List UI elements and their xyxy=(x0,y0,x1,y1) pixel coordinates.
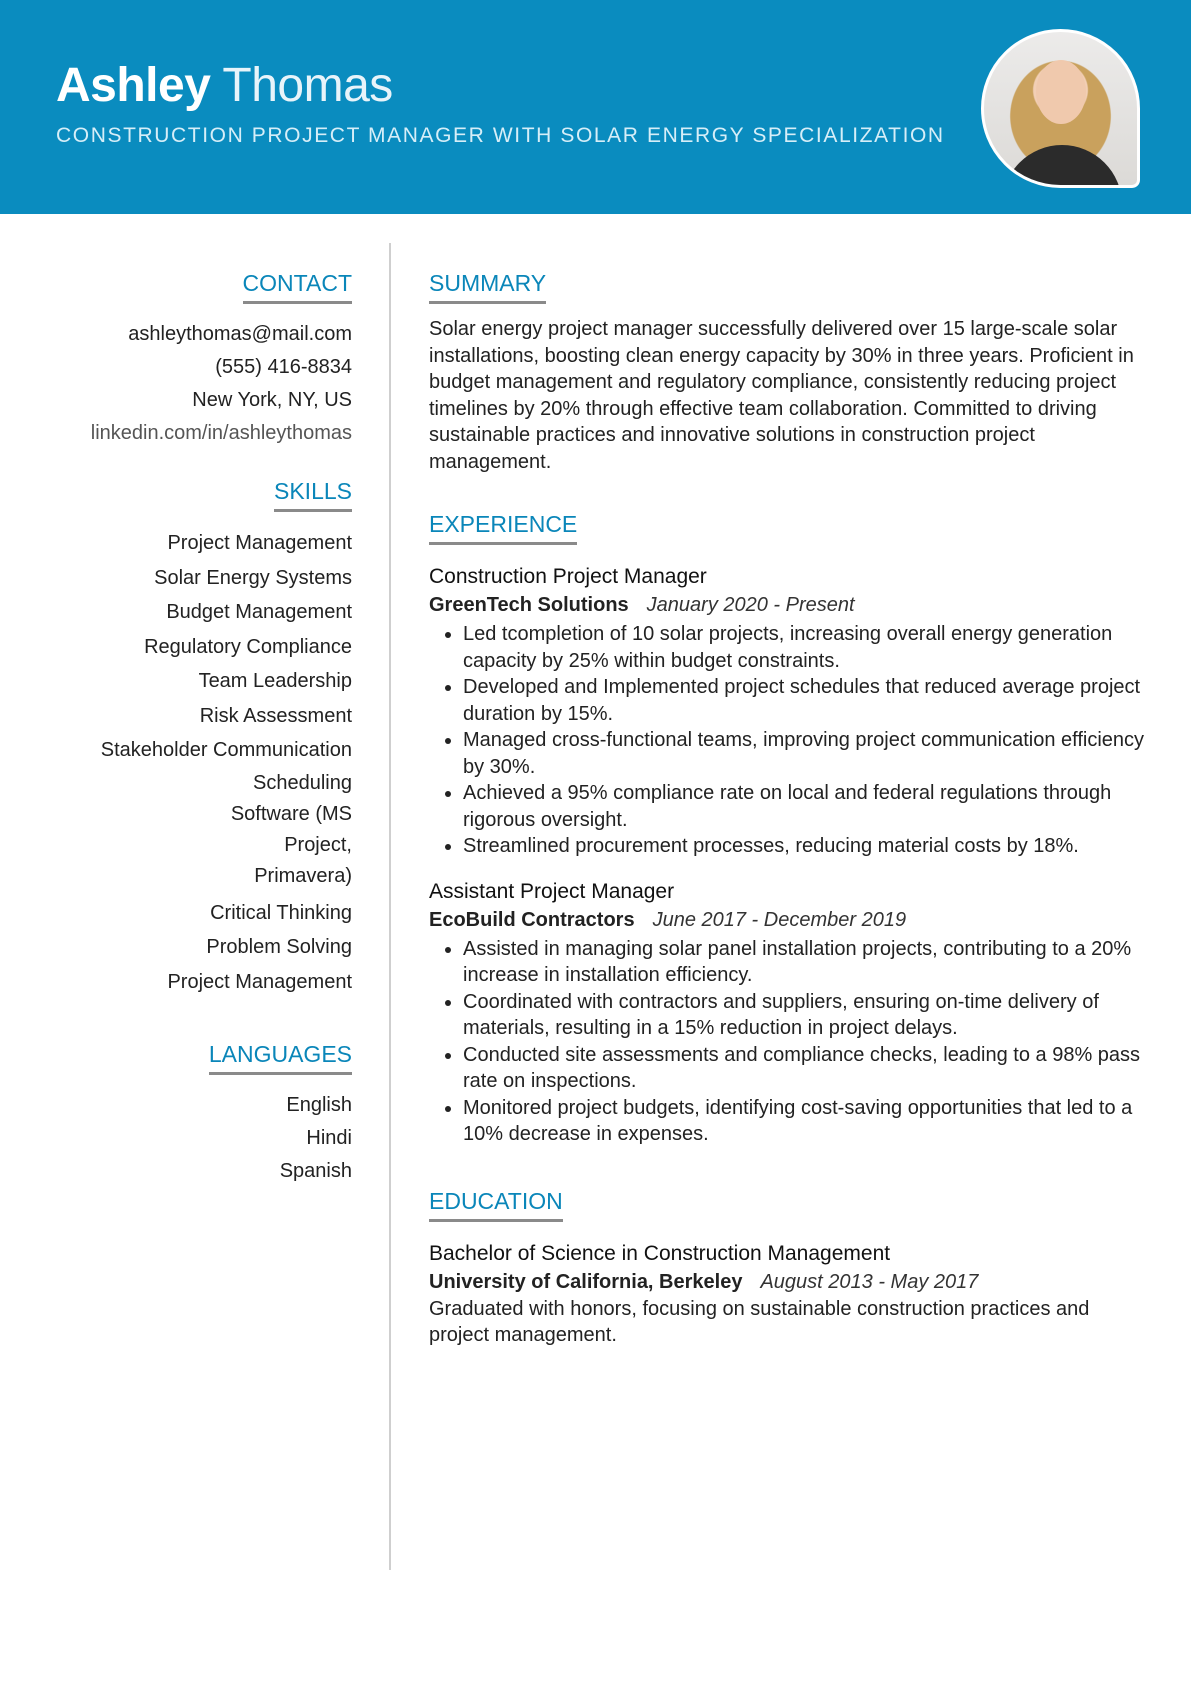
summary-text: Solar energy project manager successfully delivered over 15 large-scale solar installations, boosting clean energy capacity by 30% in three years. Proficient in budget management and regulatory compliance, consistently reducing project timelines by 20% through effective team collaboration. Committed to driving sustainable practices and innovative solutions in construction project management. xyxy=(429,318,1134,473)
job-bullets xyxy=(429,621,1145,860)
job-tagline: CONSTRUCTION PROJECT MANAGER WITH SOLAR ENERGY SPECIALIZATION xyxy=(56,124,945,147)
education-dates: August 2013 - May 2017 xyxy=(760,1270,979,1293)
bullet-item: • Achieved a 95% compliance rate on local and federal regulations through rigorous oversight. xyxy=(463,780,1145,833)
experience-heading: EXPERIENCE xyxy=(429,509,577,545)
contact-section xyxy=(40,268,352,450)
contact-phone: (555) 416-8834 xyxy=(215,356,352,378)
bullet-item: • Developed and Implemented project schedules that reduced average project duration by 15%. xyxy=(463,674,1145,727)
degree-title: Bachelor of Science in Construction Management xyxy=(429,1241,891,1265)
bullet-item: • Assisted in managing solar panel installation projects, contributing to a 20% increase in installation efficiency. xyxy=(463,936,1145,989)
languages-heading: LANGUAGES xyxy=(209,1039,352,1075)
contact-email[interactable]: ashleythomas@mail.com xyxy=(128,323,352,345)
skills-section xyxy=(40,476,352,999)
first-name: Ashley xyxy=(56,59,211,112)
education-heading: EDUCATION xyxy=(429,1186,563,1222)
right-column xyxy=(429,268,1145,1349)
languages-section xyxy=(40,1039,352,1188)
contact-list xyxy=(40,318,352,450)
job-bullets xyxy=(429,936,1145,1148)
skill-item: Scheduling Software (MS Project, Primavera) xyxy=(230,771,352,887)
bullet-item: • Led tcompletion of 10 solar projects, increasing overall energy generation capacity by 25% within budget constraints. xyxy=(463,621,1145,674)
skill-item: Risk Assessment xyxy=(199,704,352,727)
contact-heading: CONTACT xyxy=(243,268,352,304)
profile-photo xyxy=(981,29,1140,188)
contact-location: New York, NY, US xyxy=(192,389,352,411)
skill-item: Project Management xyxy=(167,970,352,993)
education-meta xyxy=(429,1268,1145,1296)
summary-section xyxy=(429,268,1145,475)
education-description: Graduated with honors, focusing on sustainable construction practices and project management. xyxy=(429,1297,1090,1346)
skill-item: Budget Management xyxy=(166,601,352,623)
bullet-item: • Streamlined procurement processes, reducing material costs by 18%. xyxy=(463,833,1145,860)
languages-list xyxy=(40,1089,352,1188)
language-item: Hindi xyxy=(306,1127,352,1149)
last-name: Thomas xyxy=(222,59,393,112)
experience-section xyxy=(429,509,1145,1148)
skills-list xyxy=(40,526,352,999)
skill-item: Project Management xyxy=(167,532,352,554)
education-section xyxy=(429,1186,1145,1349)
contact-linkedin[interactable]: linkedin.com/in/ashleythomas xyxy=(90,422,352,444)
language-item: English xyxy=(286,1094,352,1116)
job-entry xyxy=(429,563,1145,860)
company-name: EcoBuild Contractors xyxy=(429,908,635,931)
job-meta xyxy=(429,906,1145,934)
header-banner xyxy=(0,0,1191,214)
skill-item: Team Leadership xyxy=(198,670,352,692)
language-item: Spanish xyxy=(279,1160,352,1182)
bullet-item: • Coordinated with contractors and suppliers, ensuring on-time delivery of materials, resulting in a 15% reduction in project delays. xyxy=(463,989,1145,1042)
left-column xyxy=(40,268,352,1214)
skill-item: Stakeholder Communication xyxy=(100,739,352,761)
summary-heading: SUMMARY xyxy=(429,268,546,304)
skills-heading: SKILLS xyxy=(274,476,352,512)
job-title: Construction Project Manager xyxy=(429,565,707,588)
shoulders-shape xyxy=(1002,145,1122,188)
skill-item: Regulatory Compliance xyxy=(144,635,352,658)
bullet-item: • Conducted site assessments and compliance checks, leading to a 98% pass rate on inspections. xyxy=(463,1042,1145,1095)
school-name: University of California, Berkeley xyxy=(429,1270,743,1293)
bullet-item: • Monitored project budgets, identifying cost-saving opportunities that led to a 10% decrease in expenses. xyxy=(463,1095,1145,1148)
face-shape xyxy=(1036,60,1086,124)
company-name: GreenTech Solutions xyxy=(429,594,629,616)
job-dates: January 2020 - Present xyxy=(646,594,855,616)
bullet-item: • Managed cross-functional teams, improving project communication efficiency by 30%. xyxy=(463,727,1145,780)
skill-item: Solar Energy Systems xyxy=(154,566,352,589)
job-meta xyxy=(429,591,1145,619)
job-entry xyxy=(429,878,1145,1148)
job-title: Assistant Project Manager xyxy=(429,879,675,903)
skill-item: Critical Thinking xyxy=(210,901,352,924)
column-divider xyxy=(389,243,391,1570)
skill-item: Problem Solving xyxy=(206,936,352,958)
education-entry xyxy=(429,1240,1145,1349)
candidate-name xyxy=(56,56,393,116)
job-dates: June 2017 - December 2019 xyxy=(652,908,907,931)
